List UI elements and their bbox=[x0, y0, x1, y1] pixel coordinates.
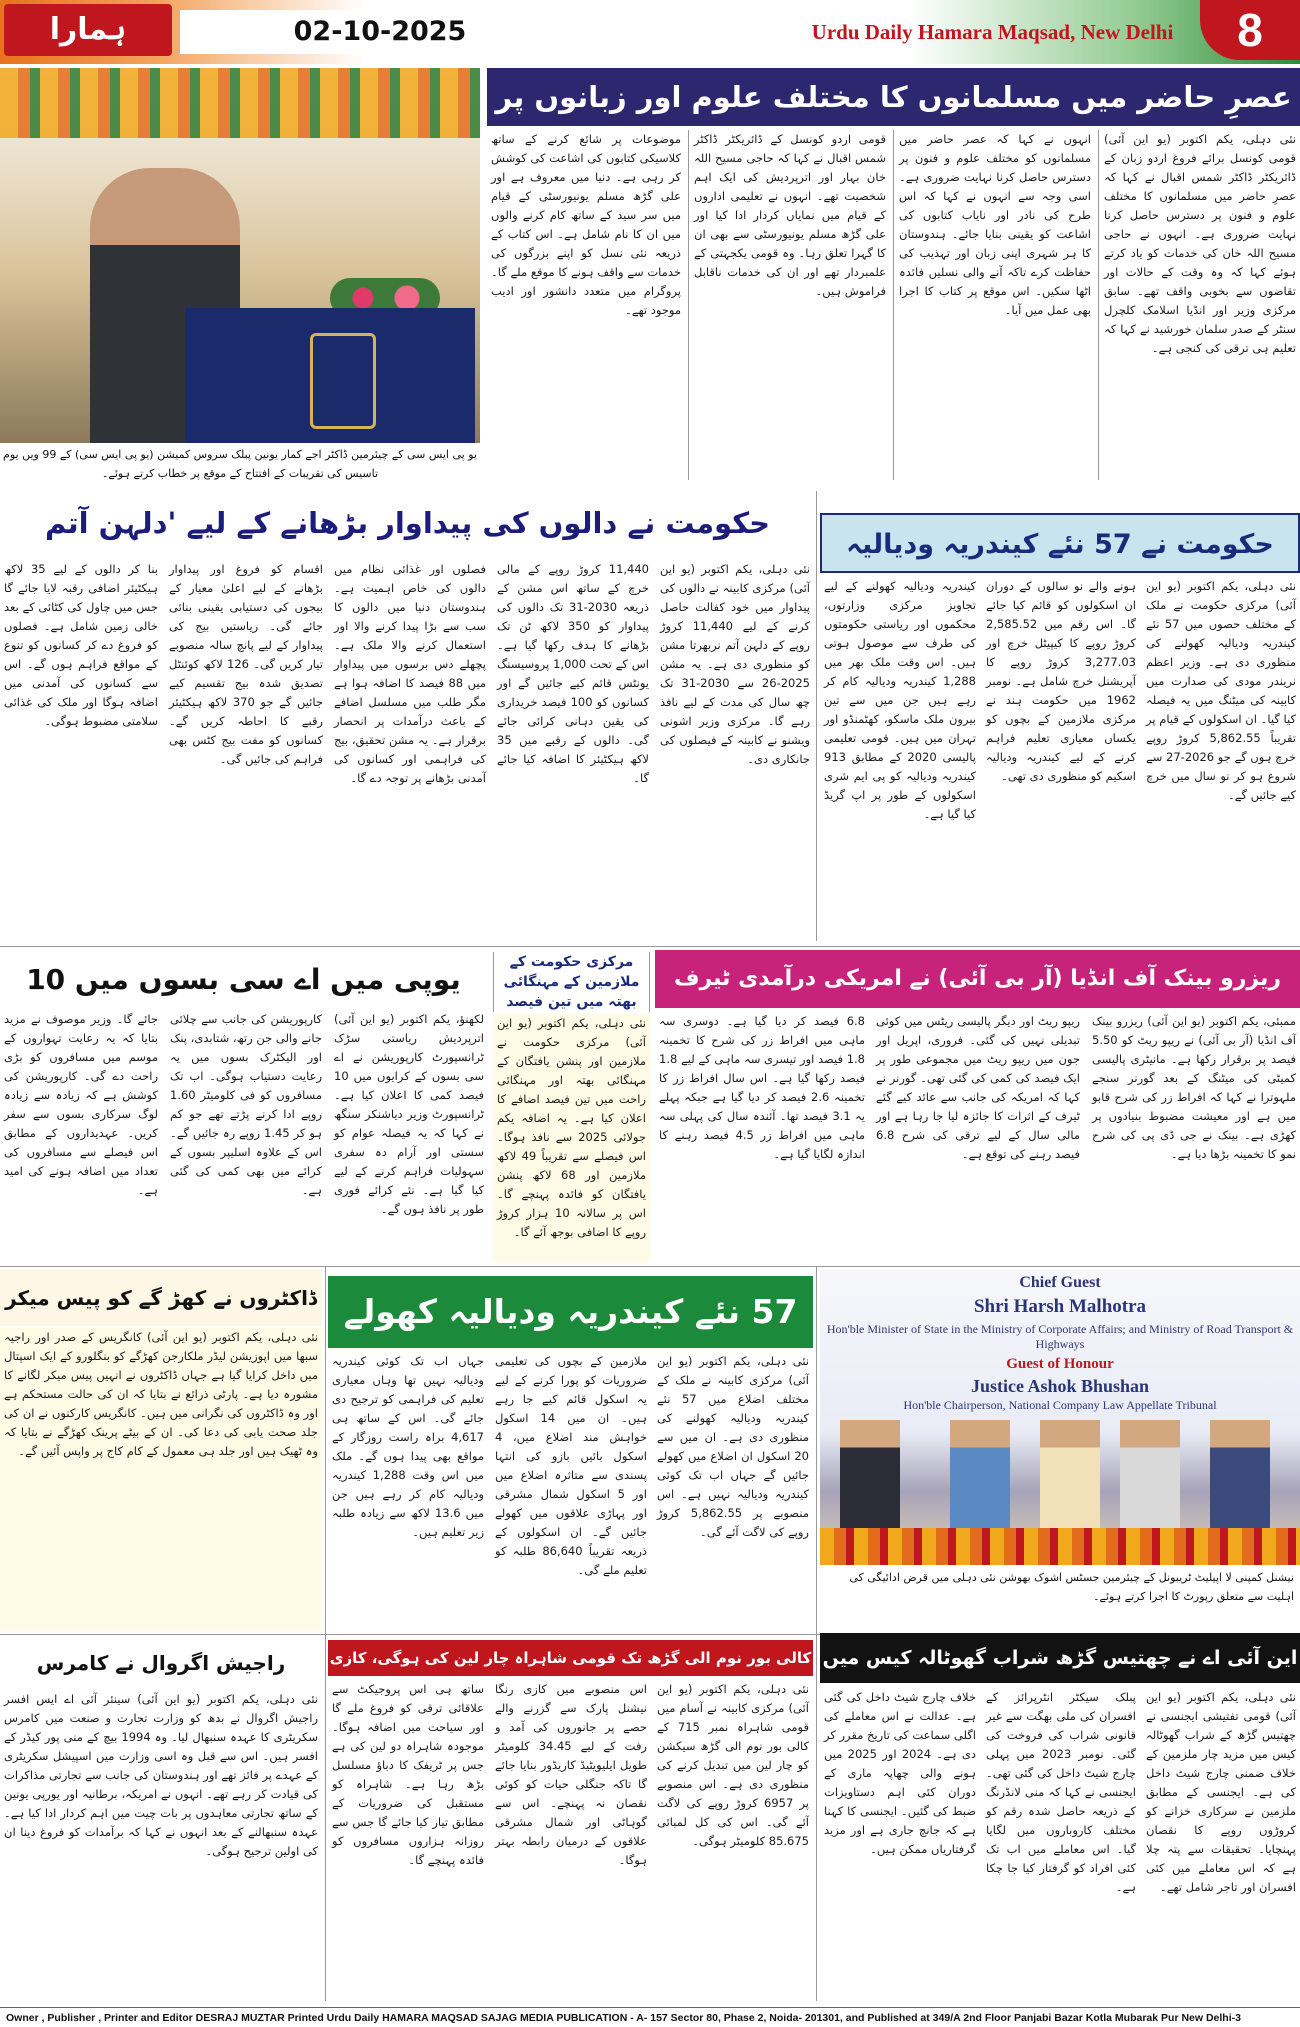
flower-decoration bbox=[820, 1528, 1300, 1565]
paper-name: Urdu Daily Hamara Maqsad, New Delhi bbox=[811, 20, 1174, 44]
article-column: اقسام کو فروغ اور پیداوار بڑھانے کے لیے اعلیٰ معیار کے بیجوں کی دستیابی یقینی بنائی جائے گی۔ ریاستیں بیج کی پیداوار کے لیے پانچ سالہ منصوبے تیار کریں گی۔ 126 لاکھ کوئنٹل تصدیق شدہ بیج تقسیم کیے جائیں گے جو 370 لاکھ ہیکٹیئر رقبے کا احاطہ کریں گے۔ کسانوں کو مفت بیج کٹس بھی فراہم کی جائیں گی۔ bbox=[169, 562, 323, 766]
masthead-logo: ہمارا bbox=[4, 4, 172, 56]
article-column: نئی دہلی، یکم اکتوبر (یو این آئی) مرکزی کابینہ نے آسام میں قومی شاہراہ نمبر 715 کے کالی بور نوم الی گڑھ سیکشن کو چار لین میں تبدیل کرنے کی منظوری دی ہے۔ اس منصوبے پر 6957 کروڑ روپے کی لاگت آئے گی۔ اس کی کل لمبائی 85.675 کلومیٹر ہوگی۔ bbox=[657, 1682, 810, 1848]
headline-rbi: ریزرو بینک آف انڈیا (آر بی آئی) نے امریکی درآمدی ٹیرف bbox=[655, 950, 1300, 1008]
article-column: ممبئی، یکم اکتوبر (یو این آئی) ریزرو بینک آف انڈیا (آر بی آئی) نے ریپو ریٹ کو 5.50 فیصد پر برقرار رکھا ہے۔ مانیٹری پالیسی کمیٹی کی میٹنگ کے بعد گورنر سنجے ملہوترا نے کہا کہ افراط زر کی شرح قابو میں ہے اور معیشت مضبوط بنیادوں پر کھڑی ہے۔ بینک نے جی ڈی پی کی شرح نمو کا تخمینہ بڑھا دیا ہے۔ bbox=[1092, 1014, 1296, 1161]
article-column: اس منصوبے میں کازی رنگا نیشنل پارک سے گزرنے والے حصے پر جانوروں کی آمد و رفت کے لیے 34.45 کلومیٹر طویل ایلیویٹیڈ کاریڈور بنایا جائے گا تاکہ جنگلی حیات کو کوئی نقصان نہ پہنچے۔ اس سے گوہاٹی اور شمال مشرقی علاقوں کے درمیان رابطہ بہتر ہوگا۔ bbox=[495, 1682, 647, 1867]
banner-honour-title: Hon'ble Chairperson, National Company Law Appellate Tribunal bbox=[903, 1398, 1217, 1412]
article-column: نئی دہلی، یکم اکتوبر (یو این آئی) مرکزی کابینہ نے دالوں کی پیداوار میں خود کفالت حاصل کرنے کے لیے 11,440 کروڑ روپے کے دلہن آتم نربھرتا مشن کو منظوری دی ہے۔ یہ مشن 2025-26 سے 2030-31 تک چھ سال کی مدت کے لیے نافذ رہے گا۔ مرکزی وزیر اشونی ویشنو نے کابینہ کے فیصلوں کی جانکاری دی۔ bbox=[660, 562, 810, 766]
dignitaries-group bbox=[830, 1420, 1290, 1530]
article-column: نئی دہلی، یکم اکتوبر (یو این آئی) مرکزی حکومت نے ملازمین اور پنشن یافتگان کے مہنگائی بھتہ اور مہنگائی راحت میں تین فیصد اضافے کا اعلان کیا ہے۔ یہ اضافہ یکم جولائی 2025 سے نافذ ہوگا۔ اس فیصلے سے تقریباً 49 لاکھ ملازمین اور 68 لاکھ پنشن یافتگان کو فائدہ پہنچے گا۔ اس پر سالانہ 10 ہزار کروڑ روپے کا اضافی بوجھ آئے گا۔ bbox=[493, 1014, 650, 1262]
article-column: نئی دہلی، یکم اکتوبر (یو این آئی) کانگریس کے صدر اور راجیہ سبھا میں اپوزیشن لیڈر ملکارجن کھڑگے کو بنگلورو کے ایک اسپتال میں داخل کرایا گیا ہے جہاں ڈاکٹروں نے انہیں پیس میکر لگانے کا مشورہ دیا ہے۔ پارٹی ذرائع نے بتایا کہ ان کی حالت مستحکم ہے اور وہ ڈاکٹروں کی نگرانی میں ہیں۔ کانگریس کارکنوں نے ان کی جلد صحت یابی کی دعا کی۔ ان کے بیٹے پرینک کھڑگے نے بتایا کہ وہ ٹھیک ہیں اور جلد ہی معمول کے کام کاج پر واپس آئیں گے۔ bbox=[0, 1328, 322, 1630]
article-column: کیندریہ ودیالیہ کھولنے کے لیے تجاویز مرکزی وزارتوں، محکموں اور ریاستی حکومتوں کی طرف سے موصول ہوتی ہیں۔ اس وقت ملک بھر میں 1,288 کیندریہ ودیالیہ کام کر رہے ہیں جن میں سے تین بیرون ملک ماسکو، کھٹمنڈو اور تہران میں ہیں۔ قومی تعلیمی پالیسی 2020 کے مطابق 913 کیندریہ ودیالیہ کو پی ایم شری اسکولوں کے طور پر اپ گریڈ کیا گیا ہے۔ bbox=[824, 579, 976, 821]
article-column: نئی دہلی، یکم اکتوبر (یو این آئی) مرکزی کابینہ نے ملک کے مختلف اضلاع میں 57 نئے کیندریہ ودیالیہ کھولنے کی منظوری دی ہے۔ ان میں سے 20 اسکول ان اضلاع میں کھولے جائیں گے جہاں اب تک کوئی کیندریہ ودیالیہ نہیں ہے۔ اس منصوبے پر 5,862.55 کروڑ روپے کی لاگت آئے گی۔ bbox=[657, 1354, 809, 1539]
imprint-line: Owner , Publisher , Printer and Editor DESRAJ MUZTAR Printed Urdu Daily HAMARA MAQSAD SAJAG MEDIA PUBLICATION - A- 157 Sector 80, Phase 2, Noida- 201301, and Published at 349/A 2nd Floor Panjabi Bazar Kotla Mubarak Pur New Delhi-3 bbox=[0, 2007, 1300, 2027]
headline-da-hike: مرکزی حکومت کے ملازمین کے مہنگائی بھتہ میں تین فیصد bbox=[493, 952, 650, 1012]
article-column: 6.8 فیصد کر دیا گیا ہے۔ دوسری سہ ماہی میں افراط زر کی شرح کا تخمینہ 1.8 فیصد اور تیسری سہ ماہی کے لیے 1.8 فیصد رکھا گیا ہے۔ اس سال افراط زر کا تخمینہ 2.6 فیصد کر دیا گیا ہے جبکہ پہلے یہ 3.1 فیصد تھا۔ آئندہ سال کی پہلی سہ ماہی میں افراط زر 4.5 فیصد رہنے کا اندازہ لگایا گیا ہے۔ bbox=[659, 1014, 866, 1161]
headline-khurshid: عصرِ حاضر میں مسلمانوں کا مختلف علوم اور زبانوں پر bbox=[487, 68, 1300, 126]
column-divider bbox=[1098, 130, 1099, 480]
article-column: ریپو ریٹ اور دیگر پالیسی ریٹس میں کوئی تبدیلی نہیں کی گئی۔ فروری، اپریل اور جون میں ریپو ریٹ میں مجموعی طور پر ایک فیصد کی کمی کی گئی تھی۔ گورنر نے کہا کہ امریکہ کی جانب سے عائد کیے گئے ٹیرف کے اثرات کا جائزہ لیا جا رہا ہے اور مالی سال کے لیے ترقی کی شرح 6.8 فیصد رہنے کی توقع ہے۔ bbox=[876, 1014, 1080, 1161]
article-column: کارپوریشن کی جانب سے چلائی جانے والی جن رتھ، شتابدی، پنک اور الیکٹرک بسوں میں یہ رعایت دستیاب ہوگی۔ اب تک مسافروں کو فی کلومیٹر 1.60 روپے ادا کرنے پڑتے تھے جو کم ہو کر 1.45 روپے رہ جائیں گے۔ اس کے علاوہ اسلیپر بسوں کے کرائے میں بھی کمی کی گئی ہے۔ bbox=[170, 1012, 323, 1197]
headline-kv-approval: حکومت نے 57 نئے کیندریہ ودیالیہ bbox=[820, 513, 1300, 573]
article-column: پبلک سیکٹر انٹرپرائز کے افسران کی ملی بھگت سے غیر قانونی شراب کی فروخت کی گئی۔ نومبر 2023 میں پہلی چارج شیٹ داخل کی گئی تھی۔ ایجنسی نے کہا کہ منی لانڈرنگ کے ذریعہ حاصل شدہ رقم کو مختلف کاروباروں میں لگایا گیا۔ اس معاملے میں اب تک کئی افراد کو گرفتار کیا جا چکا ہے۔ bbox=[986, 1690, 1137, 1894]
article-column: نئی دہلی، یکم اکتوبر (یو این آئی) قومی تفتیشی ایجنسی نے چھتیس گڑھ کے شراب گھوٹالہ کیس میں مزید چار ملزمین کے خلاف ضمنی چارج شیٹ داخل کی ہے۔ ایجنسی کے مطابق ملزمین نے سرکاری خزانے کو کروڑوں روپے کا نقصان پہنچایا۔ تحقیقات سے پتہ چلا ہے کہ اس معاملے میں کئی افسران اور تاجر شامل تھے۔ bbox=[1146, 1690, 1296, 1894]
banner-chief-guest-title: Hon'ble Minister of State in the Ministry of Corporate Affairs; and Ministry of Road Transport & Highways bbox=[826, 1322, 1294, 1351]
banner-chief-guest-label: Chief Guest bbox=[1019, 1274, 1101, 1291]
article-column: خلاف چارج شیٹ داخل کی گئی ہے۔ عدالت نے اس معاملے کی اگلی سماعت کی تاریخ مقرر کر دی ہے۔ 2024 اور 2025 میں ہونے والی چھاپہ ماری کے دوران کئی اہم دستاویزات ضبط کی گئیں۔ ایجنسی کا کہنا ہے کہ جانچ جاری ہے اور مزید گرفتاریاں ممکن ہیں۔ bbox=[824, 1690, 976, 1856]
headline-up-buses: یوپی میں اے سی بسوں میں 10 bbox=[26, 963, 461, 996]
article-column: موضوعات پر شائع کرنے کے ساتھ کلاسیکی کتابوں کی اشاعت کی کوشش کر رہی ہے۔ دنیا میں معروف ہے اور علی گڑھ مسلم یونیورسٹی کے قیام میں سر سید کے ساتھ کام کرنے والوں میں ان کا نام شامل ہے۔ اس کتاب کے ذریعہ نئی نسل کو اپنے بزرگوں کی خدمات سے واقف ہونے کا موقع ملے گا۔ پروگرام میں متعدد دانشور اور ادیب موجود تھے۔ bbox=[490, 132, 681, 317]
headline-kharge-pacemaker: ڈاکٹروں نے کھڑ گے کو پیس میکر bbox=[0, 1270, 322, 1326]
section-divider bbox=[0, 946, 1300, 947]
section-divider bbox=[816, 491, 817, 941]
article-column: انہوں نے کہا کہ عصر حاضر میں مسلمانوں کو مختلف علوم و فنون پر دسترس حاصل کرنا نہایت ضروری ہے۔ اسی وجہ سے انہوں نے کہا کہ اس طرح کی نادر اور نایاب کتابوں کی اشاعت کو یقینی بنایا جائے۔ ہندوستان کا ہر شہری اپنی زبان اور تہذیب کی حفاظت کرے تاکہ آنے والی نسلیں فائدہ اٹھا سکیں۔ اس موقع پر کتاب کا اجرا بھی عمل میں آیا۔ bbox=[899, 132, 1091, 317]
column-divider bbox=[688, 130, 689, 480]
article-column: نئی دہلی، یکم اکتوبر (یو این آئی) مرکزی حکومت نے ملک کے مختلف حصوں میں 57 نئے کیندریہ ودیالیہ کھولنے کی منظوری دی ہے۔ وزیر اعظم نریندر مودی کی صدارت میں کابینہ کی میٹنگ میں یہ فیصلہ کیا گیا۔ ان اسکولوں کے قیام پر تقریباً 5,862.55 کروڑ روپے خرچ ہوں گے جو 2026-27 سے شروع ہو کر نو سال میں خرچ کیے جائیں گے۔ bbox=[1146, 579, 1296, 802]
headline-57-kv: 57 نئے کیندریہ ودیالیہ کھولے bbox=[328, 1276, 813, 1348]
article-column: بنا کر دالوں کے لیے 35 لاکھ ہیکٹیئر اضافی رقبہ لایا جائے گا جس میں چاول کی کٹائی کے بعد خالی زمین شامل ہے۔ فصلوں کو فروغ دے کر کسانوں کو تنوع کے مواقع فراہم ہوں گے۔ اس سے کسانوں کی آمدنی میں اضافہ ہوگا اور ملک کی غذائی سلامتی مضبوط ہوگی۔ bbox=[4, 562, 158, 728]
state-emblem-icon bbox=[310, 333, 376, 429]
article-column: قومی اردو کونسل کے ڈائریکٹر ڈاکٹر شمس اقبال نے کہا کہ حاجی مسیح اللہ خان بہار اور اترپردیش کی ایک اہم شخصیت تھے۔ انہوں نے تعلیمی اداروں کے قیام میں نمایاں کردار ادا کیا اور علی گڑھ مسلم یونیورسٹی سے بھی ان کا گہرا تعلق رہا۔ وہ قومی یکجہتی کے علمبردار تھے اور ان کی خدمات ناقابل فراموش ہیں۔ bbox=[694, 132, 886, 298]
headline-kalibor-highway: کالی بور نوم الی گڑھ تک قومی شاہراہ چار لین کی ہوگی، کازی bbox=[328, 1640, 813, 1676]
article-column: نئی دہلی، یکم اکتوبر (یو این آئی) سینئر آئی اے ایس افسر راجیش اگروال نے بدھ کو وزارت تجارت و صنعت میں کامرس سکریٹری کا عہدہ سنبھال لیا۔ وہ 1994 بیچ کے منی پور کیڈر کے افسر ہیں۔ اس سے قبل وہ اسی وزارت میں اسپیشل سکریٹری کے عہدے پر فائز تھے اور ہندوستان کی جانب سے تجارتی مذاکرات کی قیادت کر رہے تھے۔ انہوں نے امریکہ، برطانیہ اور یورپی یونین کے ساتھ تجارتی معاہدوں پر بات چیت میں اہم کردار ادا کیا ہے۔ عہدہ سنبھالنے کے بعد انہوں نے کہا کہ برآمدات کو فروغ دینا ان کی اولین ترجیح ہوگی۔ bbox=[4, 1692, 318, 1858]
article-column: جہاں اب تک کوئی کیندریہ ودیالیہ نہیں تھا وہاں معیاری تعلیم کی فراہمی کو ترجیح دی جائے گی۔ اس کے ساتھ ہی 4,617 براہ راست روزگار کے مواقع بھی پیدا ہوں گے۔ ملک میں اس وقت 1,288 کیندریہ ودیالیہ کام کر رہے ہیں جن میں 13.6 لاکھ سے زیادہ طلبہ زیر تعلیم ہیں۔ bbox=[332, 1354, 484, 1539]
section-divider bbox=[0, 1266, 1300, 1267]
banner-honour-name: Justice Ashok Bhushan bbox=[970, 1376, 1150, 1396]
article-column: نئی دہلی، یکم اکتوبر (یو این آئی) قومی کونسل برائے فروغ اردو زبان کے ڈائریکٹر ڈاکٹر شمس اقبال نے کہا کہ عصرِ حاضر میں مسلمانوں کا مختلف علوم و فنون پر دسترس حاصل کرنا نہایت ضروری ہے۔ انہوں نے حاجی مسیح اللہ خان کی خدمات کو یاد کرتے ہوئے کہا کہ وہ وقت کے حالات اور تقاضوں سے بخوبی واقف تھے۔ سابق مرکزی وزیر اور انڈیا اسلامک کلچرل سنٹر کے صدر سلمان خورشید نے کہا کہ تعلیم ہی ترقی کی کنجی ہے۔ bbox=[1104, 132, 1296, 355]
photo-caption: نیشنل کمپنی لا اپیلیٹ ٹریبونل کے چیئرمین جسٹس اشوک بھوشن نئی دہلی میں قرض ادائیگی کی اہلیت سے متعلق رپورٹ کا اجرا کرتے ہوئے۔ bbox=[849, 1571, 1294, 1603]
page-number: 8 bbox=[1200, 0, 1300, 60]
section-divider bbox=[0, 1634, 820, 1635]
article-column: ساتھ ہی اس پروجیکٹ سے علاقائی ترقی کو فروغ ملے گا اور سیاحت میں اضافہ ہوگا۔ موجودہ شاہراہ دو لین کی ہے جس پر ٹریفک کا دباؤ مسلسل بڑھ رہا ہے۔ شاہراہ کو مستقبل کی ضروریات کے مطابق تیار کیا جائے گا جس سے روزانہ ہزاروں مسافروں کو فائدہ پہنچے گا۔ bbox=[332, 1682, 484, 1867]
article-column: فصلوں اور غذائی نظام میں دالوں کی خاص اہمیت ہے۔ ہندوستان دنیا میں دالوں کا سب سے بڑا پیدا کرنے والا اور استعمال کرنے والا ملک ہے۔ پچھلے دس برسوں میں پیداوار میں 88 فیصد کا اضافہ ہوا ہے مگر طلب میں مسلسل اضافے کے باعث درآمدات پر انحصار برقرار ہے۔ یہ مشن تحقیق، بیج کی فراہمی اور کسانوں کی آمدنی بڑھانے پر توجہ دے گا۔ bbox=[334, 562, 486, 785]
upsc-chairman-photo bbox=[0, 68, 480, 443]
nclat-event-photo bbox=[820, 1270, 1300, 1565]
issue-date: 02-10-2025 bbox=[180, 10, 580, 54]
column-divider bbox=[325, 1266, 326, 2001]
article-column: 11,440 کروڑ روپے کے مالی خرچ کے ساتھ اس مشن کے ذریعہ 2030-31 تک دالوں کی پیداوار کو 350 لاکھ ٹن تک بڑھانے کا ہدف رکھا گیا ہے۔ اس کے تحت 1,000 پروسیسنگ یونٹس قائم کیے جائیں گے اور کسانوں کو 100 فیصد خریداری کی یقین دہانی کرائی جائے گی۔ دالوں کے رقبے میں 35 لاکھ ہیکٹیئر کا اضافہ کیا جائے گا۔ bbox=[497, 562, 649, 785]
banner-honour-label: Guest of Honour bbox=[1006, 1356, 1114, 1372]
headline-pulses-mission: حکومت نے دالوں کی پیداوار بڑھانے کے لیے 'دلہن آتم bbox=[0, 491, 815, 555]
garland-decoration bbox=[0, 68, 480, 138]
photo-caption: یو پی ایس سی کے چیئرمین ڈاکٹر اجے کمار یونین پبلک سروس کمیشن (یو پی ایس سی) کے 99 ویں یوم تاسیس کی تقریبات کے افتتاح کے موقع پر خطاب کرتے ہوئے۔ bbox=[3, 448, 477, 480]
article-column: جائے گا۔ وزیر موصوف نے مزید بتایا کہ یہ رعایت تہواروں کے موسم میں مسافروں کو بڑی راحت دے گی۔ کارپوریشن کی کوشش ہے کہ زیادہ سے زیادہ لوگ سرکاری بسوں سے سفر کریں۔ عہدیداروں کے مطابق اس فیصلے سے مسافروں کی تعداد میں اضافہ ہونے کی امید ہے۔ bbox=[4, 1012, 158, 1197]
column-divider bbox=[816, 1266, 817, 2001]
article-column: ہونے والے نو سالوں کے دوران ان اسکولوں کو قائم کیا جائے گا۔ اس رقم میں 2,585.52 کروڑ روپے کا کیپیٹل خرچ اور 3,277.03 کروڑ روپے کا آپریشنل خرچ شامل ہے۔ نومبر 1962 میں حکومت ہند نے مرکزی ملازمین کے بچوں کو یکساں معیاری تعلیم فراہم کرنے کے لیے کیندریہ ودیالیہ اسکیم کو منظوری دی تھی۔ bbox=[986, 579, 1136, 783]
article-column: ملازمین کے بچوں کی تعلیمی ضروریات کو پورا کرنے کے لیے یہ اسکول قائم کیے جا رہے ہیں۔ ان میں 14 اسکول خواہش مند اضلاع میں، 4 اسکول بائیں بازو کی انتہا پسندی سے متاثرہ اضلاع میں اور 5 اسکول شمال مشرقی اور پہاڑی علاقوں میں کھولے جائیں گے۔ ان اسکولوں کے ذریعہ تقریباً 86,640 طلبہ کو تعلیم ملے گی۔ bbox=[495, 1354, 647, 1577]
headline-nia-chargesheet: این آئی اے نے چھتیس گڑھ شراب گھوٹالہ کیس میں bbox=[820, 1633, 1300, 1683]
column-divider bbox=[893, 130, 894, 480]
article-column: لکھنؤ، یکم اکتوبر (یو این آئی) اترپردیش ریاستی سڑک ٹرانسپورٹ کارپوریشن نے اے سی بسوں کے کرایوں میں 10 فیصد کمی کا اعلان کیا ہے۔ ٹرانسپورٹ وزیر دیاشنکر سنگھ نے کہا کہ یہ فیصلہ عوام کو سستی اور آرام دہ سفری سہولیات فراہم کرنے کے لیے کیا گیا ہے۔ نئے کرائے فوری طور پر نافذ ہوں گے۔ bbox=[334, 1012, 484, 1216]
banner-chief-guest-name: Shri Harsh Malhotra bbox=[973, 1296, 1147, 1317]
headline-rajesh-agarwal: راجیش اگروال نے کامرس bbox=[36, 1651, 286, 1675]
